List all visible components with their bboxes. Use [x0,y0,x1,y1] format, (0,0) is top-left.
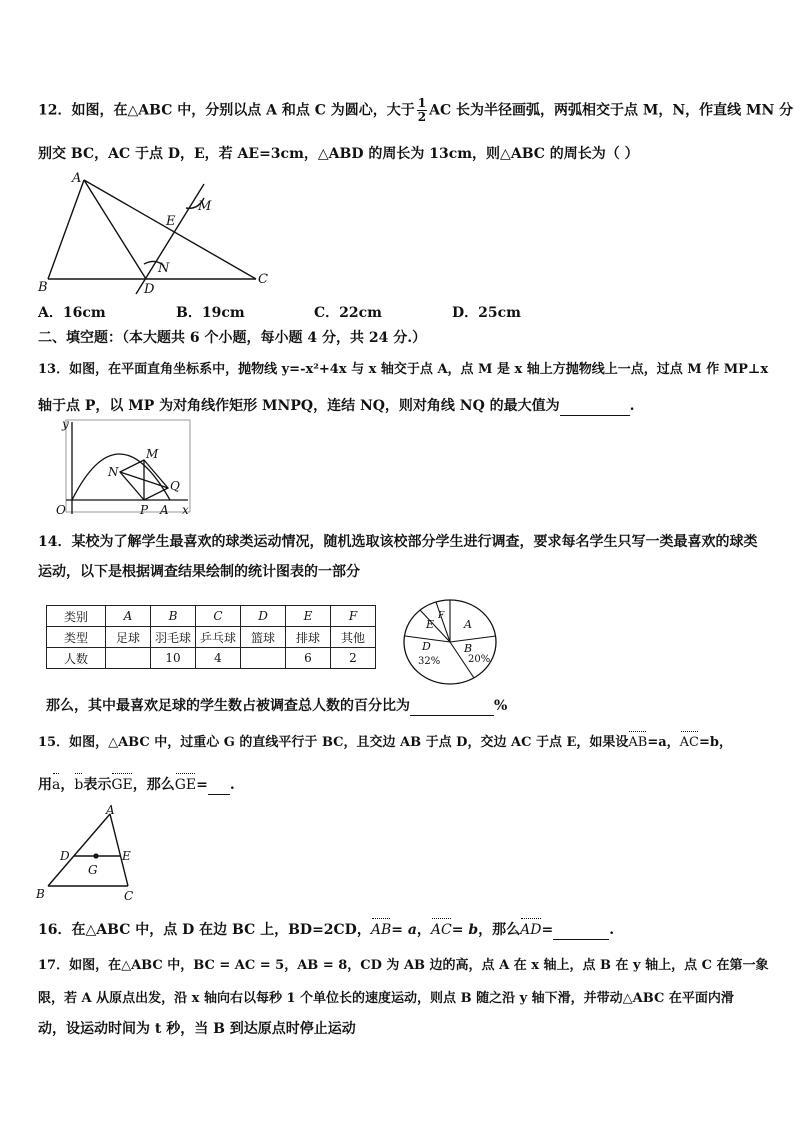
q14-question: 那么，其中最喜欢足球的学生数占被调查总人数的百分比为 % [46,698,508,714]
q13-label-y: y [62,418,69,431]
q12-figure [36,168,276,300]
q15-vector-ge: GE [111,777,133,793]
q14-pie-label-a: A [464,618,472,631]
q13-label-p: P [140,503,149,517]
q12-fraction: $\frac{1}{2}$ [417,96,427,124]
q15-answer-blank[interactable] [208,776,230,795]
q12-side-ac [84,180,256,279]
q14-pie-edge-2 [450,636,496,642]
q13-label-a: A [160,503,169,517]
q15-line1: 15．如图，△ABC 中，过重心 G 的直线平行于 BC，且交边 AB 于点 D，交边 AC 于点 E，如果设AB=a，AC=b， [38,735,732,750]
q14-pie-chart [402,598,502,686]
q12-text-post: AC 长为半径画弧，两弧相交于点 M，N，作直线 MN 分 [429,102,794,119]
q14-row-count: 人数 10 4 6 2 [47,648,376,669]
q14-pie-pct-b: 20% [468,654,491,665]
q14-pie-label-e: E [426,618,435,631]
q13-label-x: x [182,503,189,517]
q12-segment-ad [84,180,146,279]
q13-line1: 13．如图，在平面直角坐标系中，抛物线 y=-x²+4x 与 x 轴交于点 A，点 M 是 x 轴上方抛物线上一点，过点 M 作 MP⊥x [38,362,769,377]
q15-vector-a: a [52,777,61,793]
q16-vector-ad: AD [520,922,542,938]
q15-label-a: A [106,804,115,817]
q15-label-b: B [36,887,45,901]
q17-line1: 17．如图，在△ABC 中，BC = AC = 5，AB = 8，CD 为 AB 边的高，点 A 在 x 轴上，点 B 在 y 轴上，点 C 在第一象 [38,958,769,973]
q15-vector-b: b [74,777,84,793]
q13-answer-blank[interactable] [560,397,630,416]
q15-label-e: E [122,849,131,863]
q15-label-c: C [124,889,134,903]
q12-label-a: A [72,171,82,186]
q14-pie-edge-5 [420,610,450,642]
q15-label-d: D [60,849,70,863]
q13-label-o: O [56,503,66,517]
q13-line2: 轴于点 P，以 MP 为对角线作矩形 MNPQ，连结 NQ，则对角线 NQ 的最大值为 . [38,398,635,414]
q12-label-d: D [144,282,155,297]
q12-label-b: B [38,280,48,295]
q15-label-g: G [88,863,98,877]
q13-figure [54,418,194,518]
q12-option-a[interactable]: A．16cm [38,305,106,321]
q15-centroid-g [93,853,98,858]
q14-answer-blank[interactable] [410,697,494,716]
section-2-heading: 二、填空题：（本大题共 6 个小题，每小题 4 分，共 24 分.） [38,330,427,346]
q14-pie-edge-6 [436,602,450,642]
q12-option-c[interactable]: C．22cm [314,305,382,321]
q14-row-category: 类别 A B C D E F [47,606,376,627]
q14-line1: 14．某校为了解学生最喜欢的球类运动情况，随机选取该校部分学生进行调查，要求每名学生只写一类最喜欢的球类 [38,534,758,550]
q12-line1 [38,97,793,124]
q12-text-pre: 12．如图，在△ABC 中，分别以点 A 和点 C 为圆心，大于 [38,102,415,119]
q15-line2: 用a，b表示GE，那么GE= . [38,777,235,793]
q14-stat-table [46,605,376,669]
q12-label-n: N [158,261,170,276]
q14-pie-label-b: B [464,642,473,655]
q13-label-m: M [146,447,159,461]
q12-option-b[interactable]: B．19cm [176,305,245,321]
q12-label-c: C [258,272,268,287]
q15-side-ab [48,814,110,886]
q15-figure [34,804,144,904]
q12-side-ab [48,180,84,279]
q17-line3: 动，设运动时间为 t 秒，当 B 到达原点时停止运动 [38,1021,356,1037]
q14-pie-label-f: F [438,611,445,621]
q15-vector-ge-answer: GE [174,777,197,793]
q12-line-mn [136,184,204,294]
q16-answer-blank[interactable] [553,921,609,940]
q14-line2: 运动，以下是根据调查结果绘制的统计图表的一部分 [38,564,360,580]
q15-vector-ab: AB [628,735,648,750]
q13-label-q: Q [170,479,180,493]
q14-row-type: 类型 足球 羽毛球 乒乓球 篮球 排球 其他 [47,627,376,648]
q12-line2: 别交 BC，AC 于点 D，E，若 AE=3cm，△ABD 的周长为 13cm，则△ABC 的周长为（ ） [38,146,639,162]
q16-line: 16．在△ABC 中，点 D 在边 BC 上，BD=2CD，AB= a，AC= b，那么AD= . [38,922,615,938]
q17-line2: 限，若 A 从原点出发，沿 x 轴向右以每秒 1 个单位长的速度运动，则点 B 随之沿 y 轴下滑，并带动△ABC 在平面内滑 [38,991,734,1006]
q16-vector-ac: AC [430,922,452,938]
q12-label-m: M [198,199,212,214]
q13-label-n: N [108,465,119,479]
q12-label-e: E [166,214,176,229]
q14-pie-label-d: D [422,640,431,653]
q14-pie-pct-d: 32% [418,656,441,667]
q16-vector-ab: AB [370,922,392,938]
q15-vector-ac: AC [679,735,700,750]
q12-option-d[interactable]: D．25cm [452,305,521,321]
